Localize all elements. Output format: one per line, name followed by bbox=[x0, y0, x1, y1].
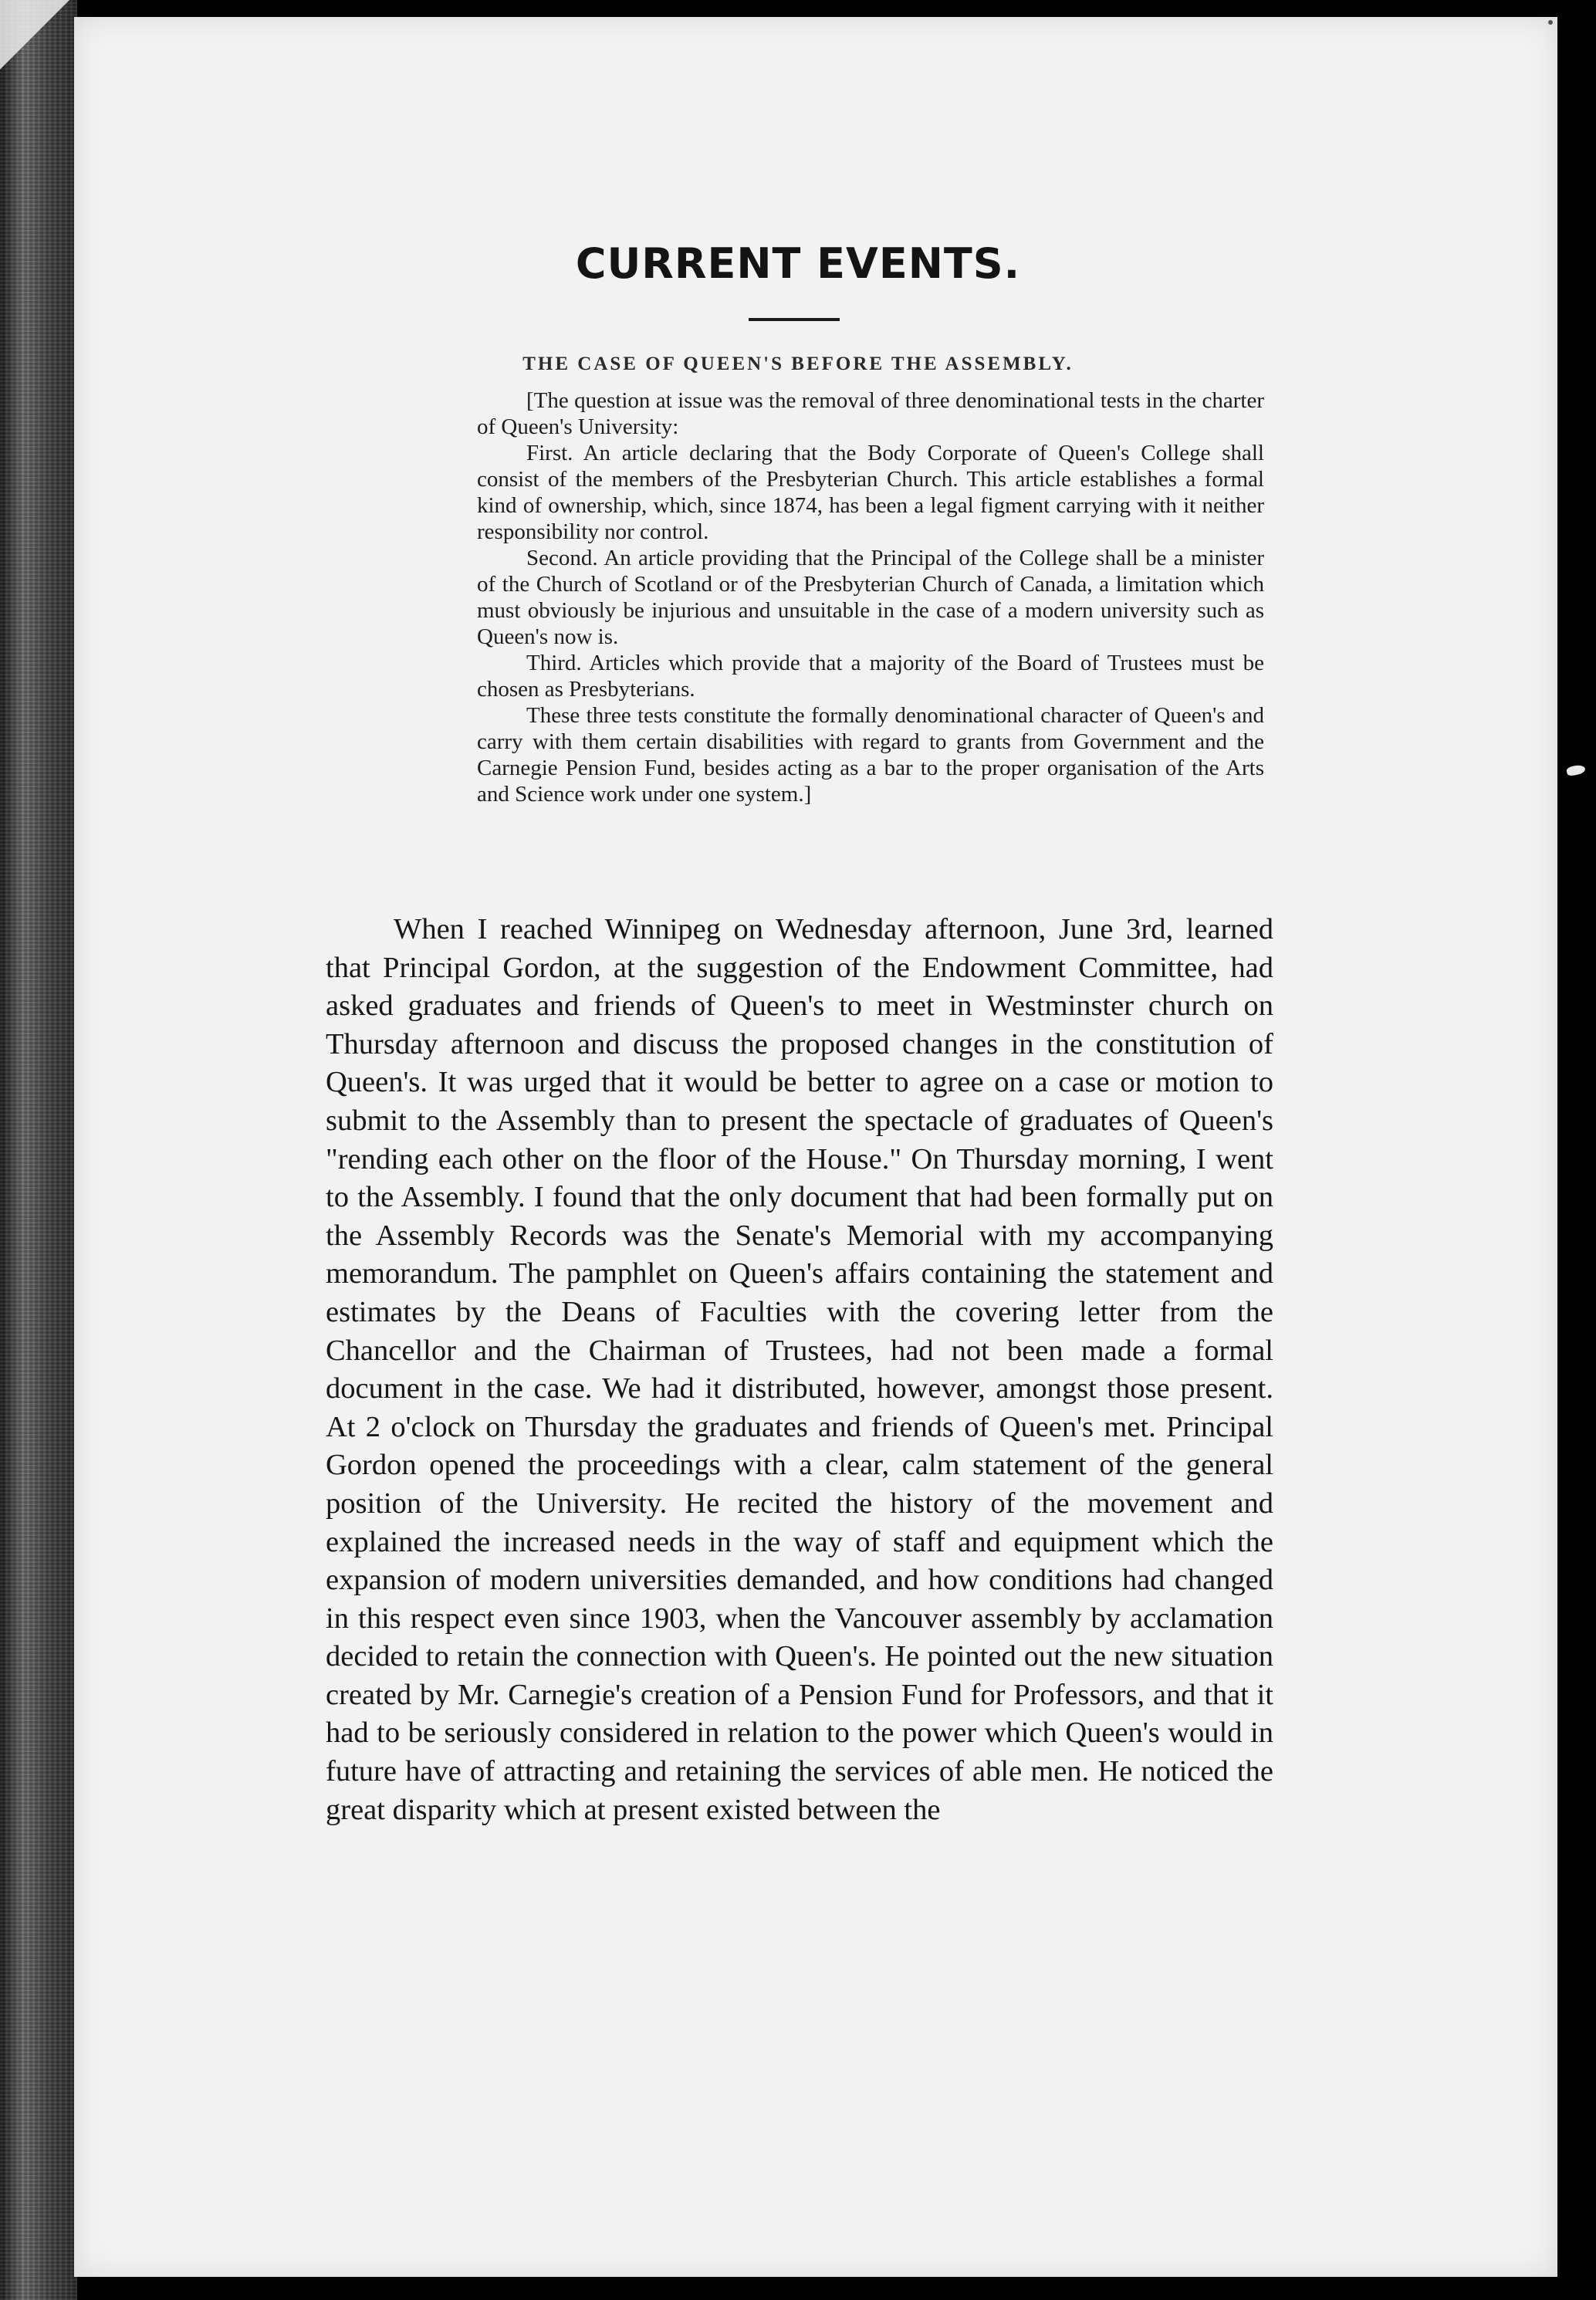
page-heading: CURRENT EVENTS. bbox=[575, 239, 1021, 288]
note-intro-paragraph: [The question at issue was the removal of three denominational tests in the charter of Queen's University: bbox=[477, 388, 1264, 439]
article-body bbox=[326, 911, 1273, 1829]
paper-speck bbox=[1548, 20, 1553, 25]
book-binding-edge bbox=[0, 0, 77, 2300]
body-paragraph: When I reached Winnipeg on Wednesday afternoon, June 3rd, learned that Principal Gordon, at the suggestion of the Endowment Committee, had asked graduates and friends of Queen's to meet in Westminster church on Thursday afternoon and discuss the proposed changes in the constitution of Queen's. It was urged that it would be better to agree on a case or motion to submit to the Assembly than to present the spectacle of graduates of Queen's "rending each other on the floor of the House." On Thursday morning, I went to the Assembly. I found that the only document that had been formally put on the Assembly Records was the Senate's Memorial with my accompanying memorandum. The pamphlet on Queen's affairs containing the statement and estimates by the Deans of Faculties with the covering letter from the Chancellor and the Chairman of Trustees, had not been made a formal document in the case. We had it distributed, however, amongst those present. At 2 o'clock on Thursday the graduates and friends of Queen's met. Principal Gordon opened the proceedings with a clear, calm statement of the general position of the University. He recited the history of the movement and explained the increased needs in the way of staff and equipment which the expansion of modern universities demanded, and how conditions had changed in this respect even since 1903, when the Vancouver assembly by acclamation decided to retain the connection with Queen's. He pointed out the new situation created by Mr. Carnegie's creation of a Pension Fund for Professors, and that it had to be seriously considered in relation to the power which Queen's would in future have of attracting and retaining the services of able men. He noticed the great disparity which at present existed between the bbox=[326, 913, 1273, 1826]
torn-paper-corner bbox=[0, 0, 69, 69]
editorial-note bbox=[477, 387, 1264, 807]
article-subheading: THE CASE OF QUEEN'S BEFORE THE ASSEMBLY. bbox=[522, 353, 1074, 374]
paper-edge-mark bbox=[1566, 764, 1586, 777]
note-summary-paragraph: These three tests constitute the formally denominational character of Queen's and carry with them certain disabilities with regard to grants from Government and the Carnegie Pension Fund, besides acting as a bar to the proper organisation of the Arts and Science work under one system.] bbox=[477, 703, 1264, 807]
note-second-test-paragraph: Second. An article providing that the Principal of the College shall be a minister of the Church of Scotland or of the Presbyterian Church of Canada, a limitation which must obviously be injurious and unsuitable in the case of a modern university such as Queen's now is. bbox=[477, 546, 1264, 649]
note-first-test-paragraph: First. An article declaring that the Body Corporate of Queen's College shall consist of the members of the Presbyterian Church. This article establishes a formal kind of ownership, which, since 1874, has been a legal figment carrying with it neither responsibility nor control. bbox=[477, 441, 1264, 544]
note-third-test-paragraph: Third. Articles which provide that a majority of the Board of Trustees must be chosen as Presbyterians. bbox=[477, 651, 1264, 702]
heading-rule bbox=[749, 318, 840, 321]
